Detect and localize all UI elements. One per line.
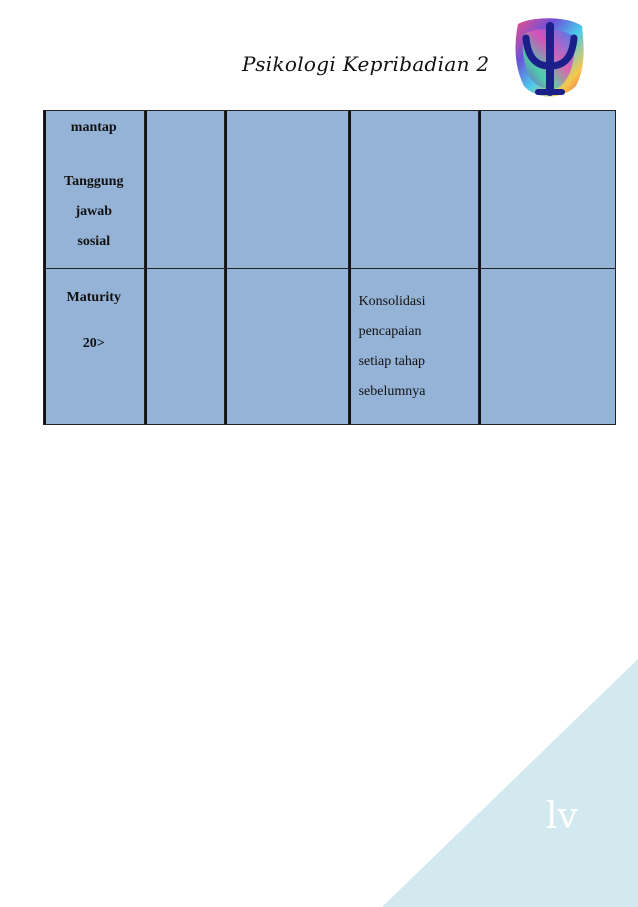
page-header-title: Psikologi Kepribadian 2 [242,52,490,76]
description-text: pencapaian [358,324,422,339]
development-stage-table [43,110,616,425]
stage-cell [44,269,145,425]
stage-cell [44,111,145,269]
stage-text: Maturity [66,290,121,305]
stage-text: 20> [82,336,105,351]
description-cell [348,269,479,425]
stage-text: jawab [75,204,113,219]
table-cell [224,111,348,269]
table-cell [479,269,616,425]
page-number: lv [546,796,578,837]
stage-text: mantap [70,120,117,135]
table-cell [144,269,224,425]
description-text: sebelumnya [358,384,426,399]
stage-text: Tanggung [64,174,124,189]
table-row [44,111,616,269]
corner-decoration-triangle [382,659,638,907]
table-cell [224,269,348,425]
psi-symbol-icon [512,16,588,100]
stage-text: sosial [77,234,111,249]
table-cell [479,111,616,269]
description-text: Konsolidasi [358,294,426,309]
table-row [44,269,616,425]
description-text: setiap tahap [358,354,426,369]
table-cell [144,111,224,269]
table-cell [348,111,479,269]
